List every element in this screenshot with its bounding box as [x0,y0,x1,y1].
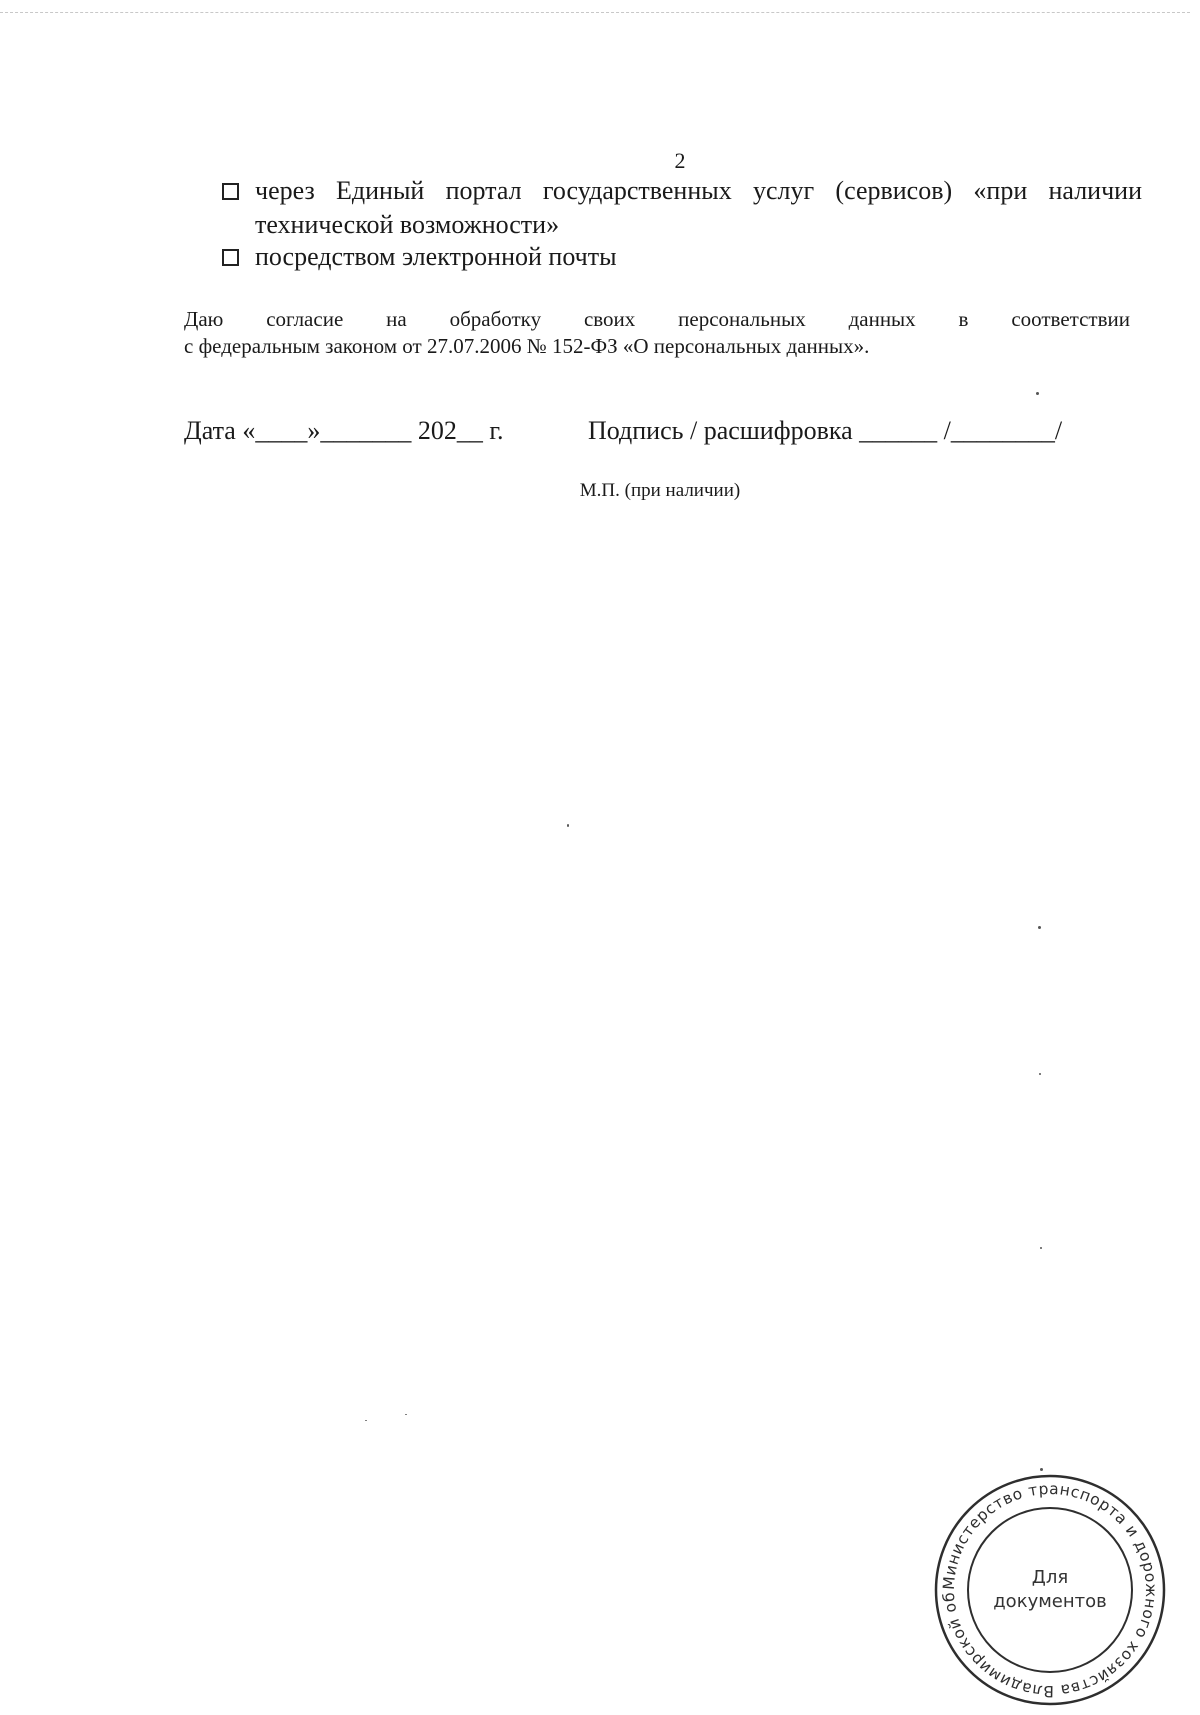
checkbox-empty-icon [222,249,239,266]
scan-speck [1038,926,1041,929]
consent-line-1: Даю согласие на обработку своих персональных данных в соответствии [184,307,1130,331]
stamp-icon [930,1470,1170,1710]
official-stamp [930,1470,1170,1710]
seal-place-label: М.П. (при наличии) [579,480,741,501]
checkbox-empty-icon [222,183,239,200]
consent-line-2: с федеральным законом от 27.07.2006 № 152-ФЗ «О персональных данных». [184,334,870,358]
personal-data-consent [184,306,1130,360]
option-label: посредством электронной почты [255,242,617,271]
scan-top-edge [0,12,1190,13]
scan-speck [567,824,569,827]
stamp-center-line-2: документов [993,1591,1107,1612]
scan-speck [1039,1073,1041,1075]
option-email [222,240,1142,274]
stamp-ring-text: Министерство транспорта и дорожного хозяйства Владимирской об [939,1479,1161,1701]
signature-field: Подпись / расшифровка ______ /________/ [588,416,1063,445]
scan-speck [1036,392,1039,395]
option-label: через Единый портал государственных услуг (сервисов) «при наличии технической возможности» [255,176,1142,239]
option-public-services-portal [222,174,1142,242]
scan-speck [365,1420,367,1421]
stamp-center-line-1: Для [1031,1567,1069,1588]
scan-speck [1040,1247,1042,1249]
scan-speck [405,1414,407,1415]
date-field: Дата «____»_______ 202__ г. [184,416,504,445]
page-number: 2 [674,148,686,173]
